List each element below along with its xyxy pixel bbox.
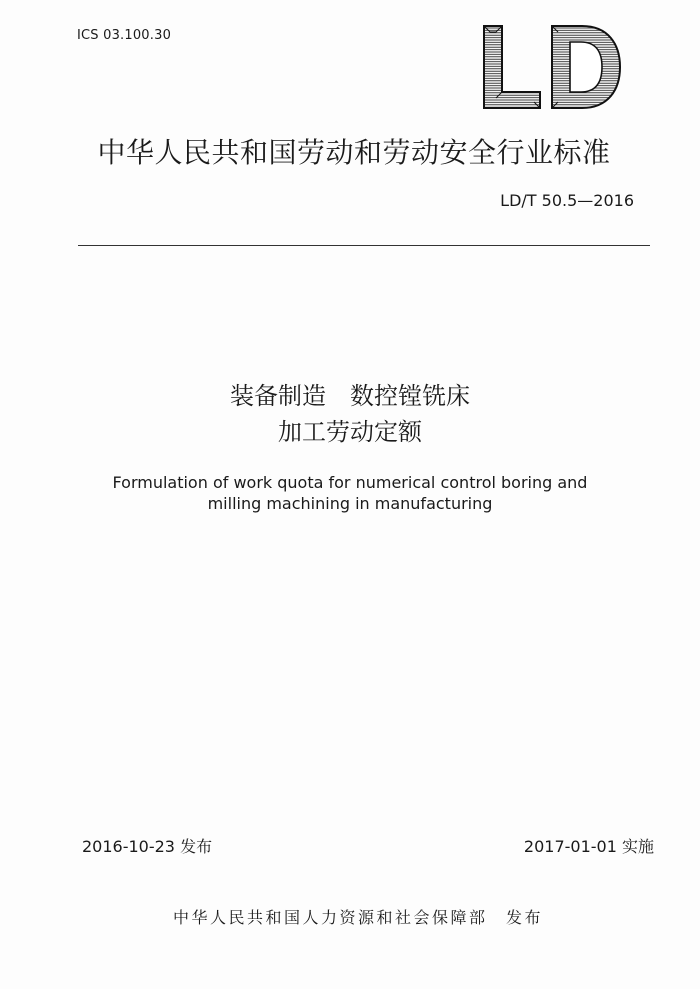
header-divider [78, 245, 650, 246]
title-cn-line-2: 加工劳动定额 [278, 418, 422, 446]
title-cn-line-1: 装备制造 数控镗铣床 [230, 382, 470, 410]
title-en-line-2: milling machining in manufacturing [207, 494, 493, 513]
implementation-date: 2017-01-01 实施 [523, 837, 654, 856]
issue-date: 2016-10-23 发布 [82, 837, 213, 856]
issuing-authority-title: 中华人民共和国劳动和劳动安全行业标准 [97, 136, 611, 169]
standard-number: LD/T 50.5—2016 [500, 191, 634, 210]
title-en-line-1: Formulation of work quota for numerical control boring and [112, 473, 588, 492]
ics-code: ICS 03.100.30 [77, 28, 172, 43]
ld-logo [478, 22, 624, 112]
publisher: 中华人民共和国人力资源和社会保障部 发布 [173, 908, 544, 927]
